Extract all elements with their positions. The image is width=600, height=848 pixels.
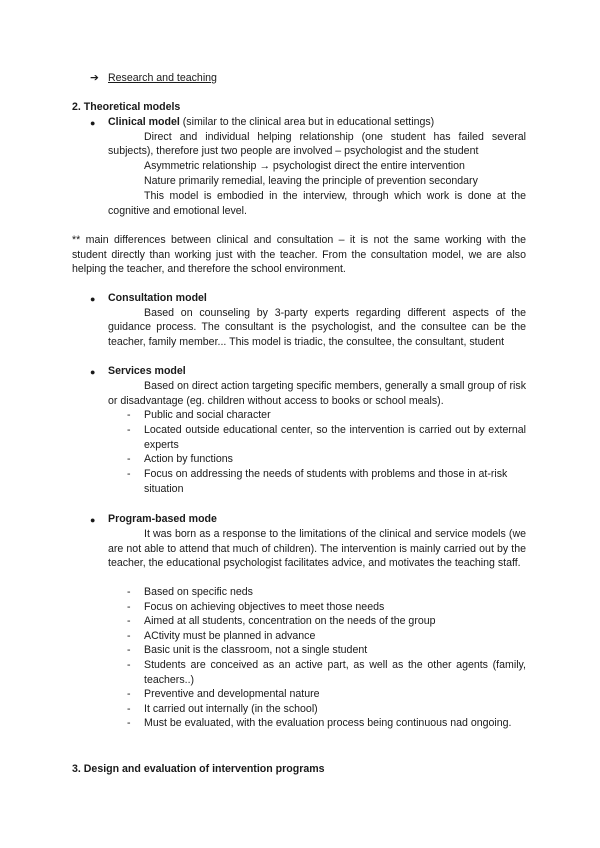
dash-marker: - — [127, 688, 131, 700]
section-2-heading: 2. Theoretical models — [72, 101, 181, 113]
research-teaching-link: Research and teaching — [108, 72, 217, 84]
arrow-icon: ➔ — [90, 72, 99, 84]
program-para: It was born as a response to the limitations of the clinical and service models (we are not able to attend that much of children). The intervention is mainly carried out by the teacher, the educational psychologist facilitates advice, and motivates the teaching staff. — [108, 528, 526, 570]
dash-marker: - — [127, 615, 131, 627]
clinical-line-2: Asymmetric relationship → psychologist direct the entire intervention — [144, 160, 465, 172]
services-item: Action by functions — [144, 453, 233, 465]
program-item: Must be evaluated, with the evaluation process being continuous nad ongoing. — [144, 717, 512, 729]
bullet-icon: ● — [90, 294, 96, 304]
program-item: Based on specific neds — [144, 586, 253, 598]
dash-marker: - — [127, 703, 131, 715]
program-item: Preventive and developmental nature — [144, 688, 320, 700]
dash-marker: - — [127, 586, 131, 598]
differences-note: ** main differences between clinical and consultation – it is not the same working with the student directly than working just with the teacher. From the consultation model, we are also helping the teacher, and therefore the school environment. — [72, 234, 526, 276]
program-item: Students are conceived as an active part, as well as the other agents (family, teachers..) — [144, 659, 526, 686]
dash-marker: - — [127, 453, 131, 465]
dash-marker: - — [127, 630, 131, 642]
bullet-icon: ● — [90, 118, 96, 128]
clinical-para-4: This model is embodied in the interview, through which work is done at the cognitive and emotional level. — [108, 190, 526, 217]
dash-marker: - — [127, 409, 131, 421]
bullet-icon: ● — [90, 367, 96, 377]
clinical-line-3: Nature primarily remedial, leaving the principle of prevention secondary — [144, 175, 478, 187]
clinical-model-title: Clinical model — [108, 116, 180, 128]
consultation-model-title: Consultation model — [108, 292, 207, 304]
services-model-title: Services model — [108, 365, 186, 377]
clinical-model-title-line — [108, 115, 528, 130]
section-3-heading: 3. Design and evaluation of intervention programs — [72, 763, 325, 775]
program-item: Aimed at all students, concentration on the needs of the group — [144, 615, 436, 627]
services-para: Based on direct action targeting specific members, generally a small group of risk or disadvantage (eg. children without access to books or school meals). — [108, 380, 526, 407]
dash-marker: - — [127, 601, 131, 613]
bullet-icon: ● — [90, 515, 96, 525]
dash-marker: - — [127, 644, 131, 656]
services-item: Focus on addressing the needs of students with problems and those in at-risk situation — [144, 468, 508, 495]
program-item: Focus on achieving objectives to meet those needs — [144, 601, 385, 613]
clinical-model-subtitle: (similar to the clinical area but in educational settings) — [179, 116, 435, 128]
services-item: Public and social character — [144, 409, 271, 421]
dash-marker: - — [127, 468, 131, 480]
consultation-para: Based on counseling by 3-party experts regarding different aspects of the guidance process. The consultant is the psychologist, and the consultee can be the teacher, family member... This model is triadic, the consultee, the consultant, student — [108, 306, 526, 348]
clinical-para-1: Direct and individual helping relationship (one student has failed several subjects), therefore just two people are involved – psychologist and the student — [108, 130, 526, 158]
program-item: Basic unit is the classroom, not a single student — [144, 644, 368, 656]
dash-marker: - — [127, 659, 131, 671]
dash-marker: - — [127, 717, 131, 729]
program-item: It carried out internally (in the school) — [144, 703, 318, 715]
program-model-title: Program-based mode — [108, 513, 217, 525]
program-item: ACtivity must be planned in advance — [144, 630, 316, 642]
dash-marker: - — [127, 424, 131, 436]
services-item: Located outside educational center, so the intervention is carried out by external experts — [144, 424, 526, 451]
